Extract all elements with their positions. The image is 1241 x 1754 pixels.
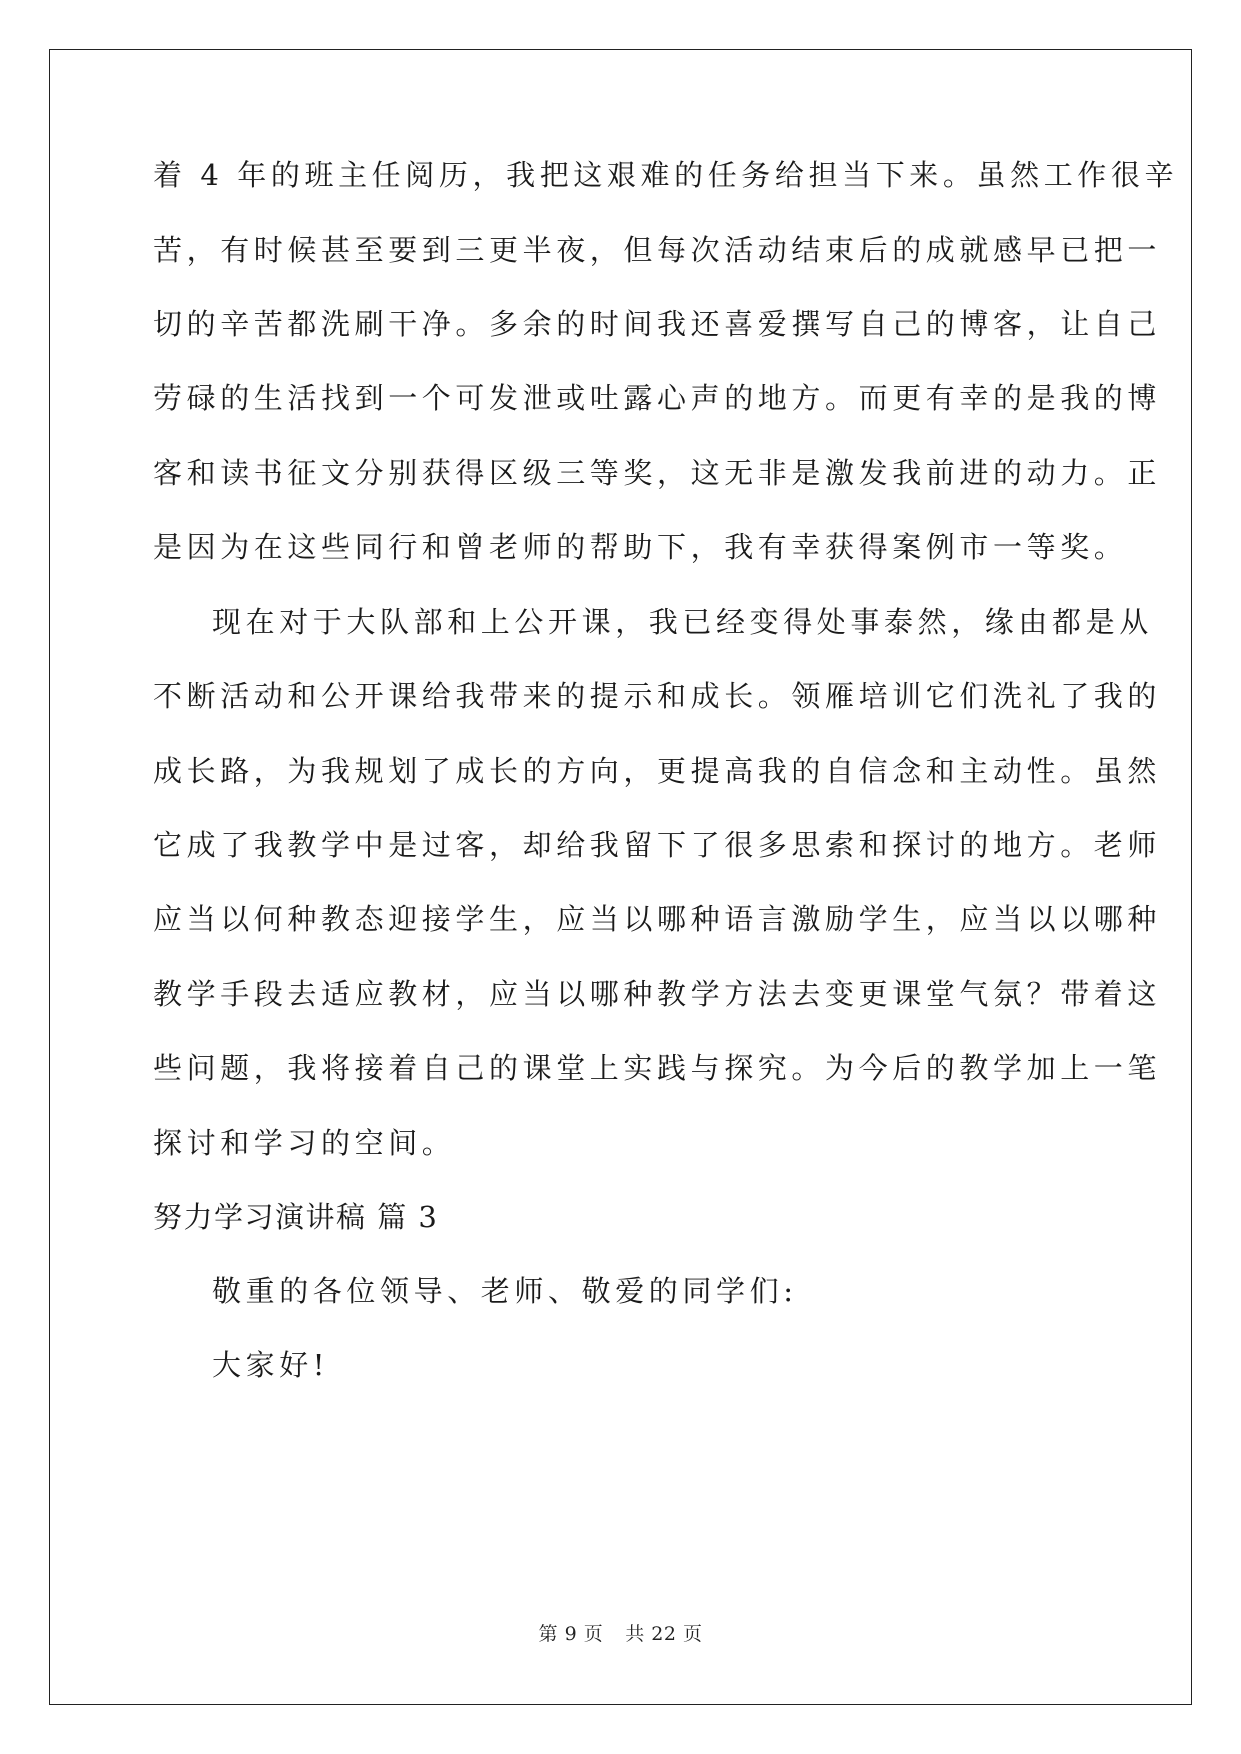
page-border <box>49 49 1192 1705</box>
total-pages: 共 22 页 <box>625 1623 703 1645</box>
salutation: 敬重的各位领导、老师、敬爱的同学们: <box>212 1274 798 1308</box>
section-heading: 努力学习演讲稿 篇 3 <box>153 1200 439 1234</box>
body-line-1: 着 4 年的班主任阅历，我把这艰难的任务给担当下来。虽然工作很辛 <box>153 158 1179 192</box>
body-line-4: 劳碌的生活找到一个可发泄或吐露心声的地方。而更有幸的是我的博 <box>153 381 1162 415</box>
paragraph-2-line-8: 探讨和学习的空间。 <box>153 1126 456 1160</box>
body-line-2: 苦，有时候甚至要到三更半夜，但每次活动结束后的成就感早已把一 <box>153 233 1162 267</box>
current-page-number: 第 9 页 <box>538 1623 604 1645</box>
paragraph-2-line-2: 不断活动和公开课给我带来的提示和成长。领雁培训它们洗礼了我的 <box>153 679 1162 713</box>
page-footer <box>0 1622 1241 1646</box>
paragraph-2-line-7: 些问题，我将接着自己的课堂上实践与探究。为今后的教学加上一笔 <box>153 1051 1162 1085</box>
paragraph-2-line-5: 应当以何种教态迎接学生，应当以哪种语言激励学生，应当以以哪种 <box>153 902 1162 936</box>
body-line-6: 是因为在这些同行和曾老师的帮助下，我有幸获得案例市一等奖。 <box>153 530 1128 564</box>
paragraph-2-line-3: 成长路，为我规划了成长的方向，更提高我的自信念和主动性。虽然 <box>153 754 1162 788</box>
body-line-3: 切的辛苦都洗刷干净。多余的时间我还喜爱撰写自己的博客，让自己 <box>153 307 1162 341</box>
greeting: 大家好! <box>212 1348 330 1382</box>
body-line-5: 客和读书征文分别获得区级三等奖，这无非是激发我前进的动力。正 <box>153 456 1162 490</box>
paragraph-2-line-1: 现在对于大队部和上公开课，我已经变得处事泰然，缘由都是从 <box>212 605 1153 639</box>
paragraph-2-line-6: 教学手段去适应教材，应当以哪种教学方法去变更课堂气氛？带着这 <box>153 977 1162 1011</box>
paragraph-2-line-4: 它成了我教学中是过客，却给我留下了很多思索和探讨的地方。老师 <box>153 828 1162 862</box>
